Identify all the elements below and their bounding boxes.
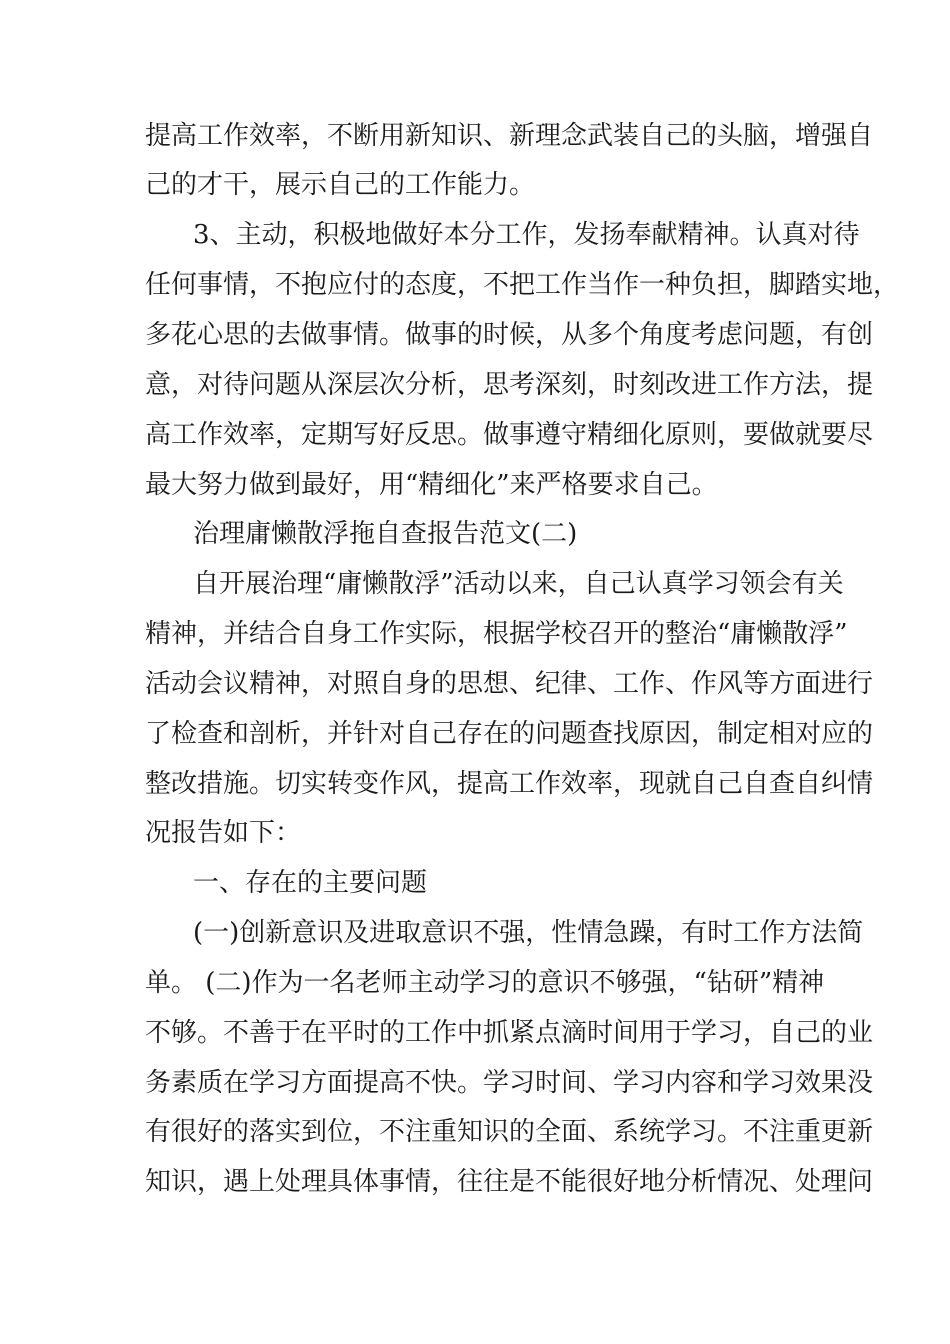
text-line: 有很好的落实到位，不注重知识的全面、系统学习。不注重更新: [145, 1117, 874, 1147]
text-line: 意，对待问题从深层次分析，思考深刻，时刻改进工作方法，提: [145, 370, 874, 400]
text-line: 己的才干，展示自己的工作能力。: [145, 170, 536, 200]
text-line: 提高工作效率，不断用新知识、新理念武装自己的头脑，增强自: [145, 121, 874, 151]
text-line: 知识，遇上处理具体事情，往往是不能很好地分析情况、处理问: [145, 1167, 874, 1197]
section-heading: 治理庸懒散浮拖自查报告范文(二): [193, 519, 578, 549]
paragraph-start-line: 3、主动，积极地做好本分工作，发扬奉献精神。认真对待: [193, 220, 860, 250]
text-line: 多花心思的去做事情。做事的时候，从多个角度考虑问题，有创: [145, 320, 874, 350]
text-line: 高工作效率，定期写好反思。做事遵守精细化原则，要做就要尽: [145, 420, 874, 450]
text-line: 不够。不善于在平时的工作中抓紧点滴时间用于学习，自己的业: [145, 1018, 874, 1048]
text-line: 最大努力做到最好，用“精细化”来严格要求自己。: [145, 470, 718, 500]
text-line: 活动会议精神，对照自身的思想、纪律、工作、作风等方面进行: [145, 669, 874, 699]
text-line: 任何事情，不抱应付的态度，不把工作当作一种负担，脚踏实地，: [145, 270, 900, 300]
text-line: 况报告如下：: [145, 818, 302, 848]
text-line: 了检查和剖析，并针对自己存在的问题查找原因，制定相对应的: [145, 719, 874, 749]
text-line: 单。 (二)作为一名老师主动学习的意识不够强，“钻研”精神: [145, 968, 825, 998]
paragraph-start-line: (一)创新意识及进取意识不强，性情急躁，有时工作方法简: [193, 918, 864, 948]
text-line: 务素质在学习方面提高不快。学习时间、学习内容和学习效果没: [145, 1068, 874, 1098]
text-line: 整改措施。切实转变作风，提高工作效率，现就自己自查自纠情: [145, 769, 874, 799]
subsection-heading: 一、存在的主要问题: [193, 868, 428, 898]
text-line: 精神，并结合自身工作实际，根据学校召开的整治“庸懒散浮”: [145, 619, 848, 649]
paragraph-start-line: 自开展治理“庸懒散浮”活动以来，自己认真学习领会有关: [193, 569, 844, 599]
